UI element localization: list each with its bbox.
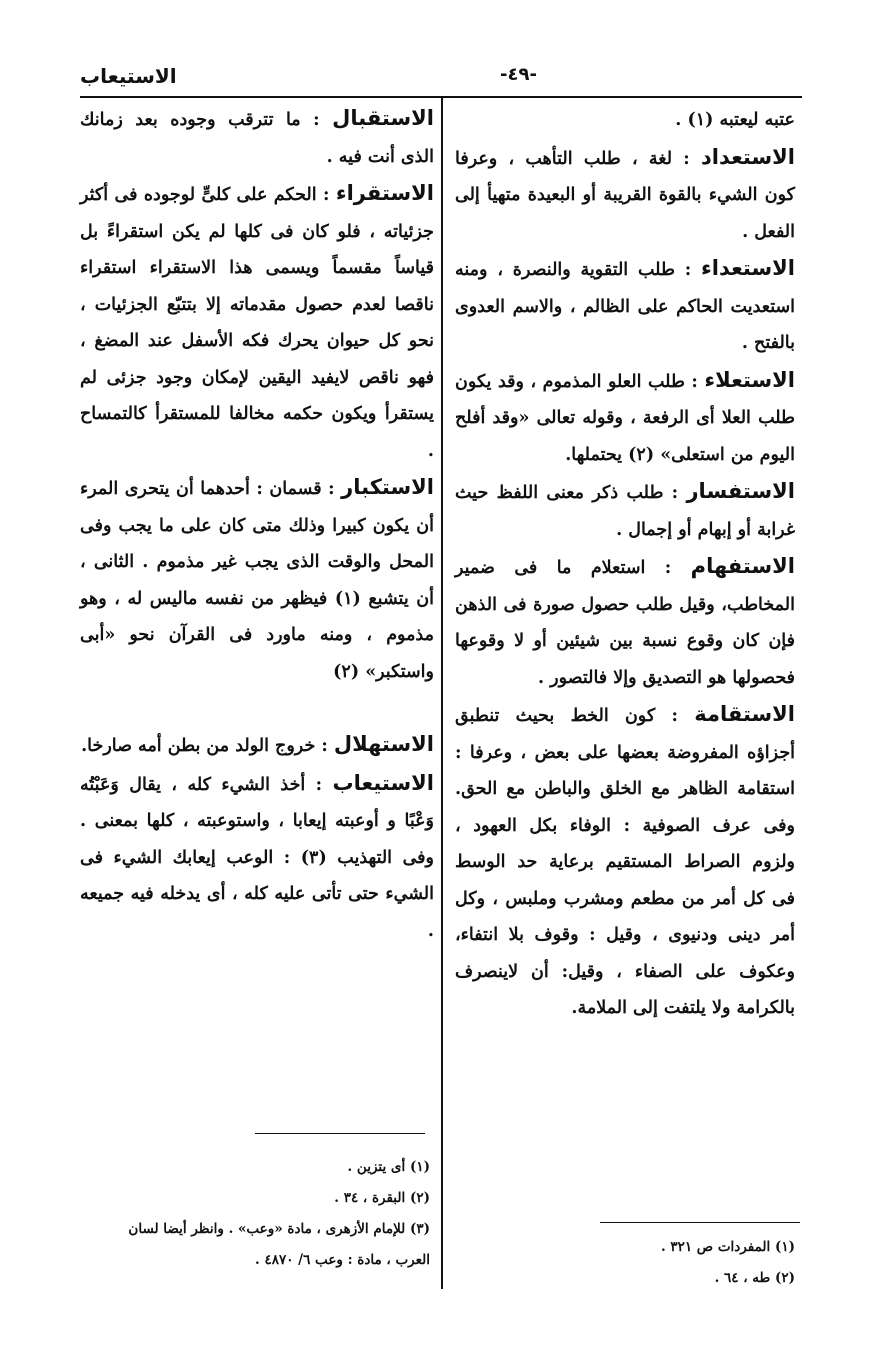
entry-text: : أخذ الشيء كله ، يقال وَعَبْتُه وَعْبًا و أوعبته إيعابا ، واستوعبته ، كلها بمعنى . وفى التهذيب (٣) : الوعب إيعابك الشيء فى الشيء حتى تأتى عليه كله ، أى يدخله فيه جميعه .: [80, 774, 434, 941]
footnote-rule-right: [600, 1222, 800, 1223]
entry-text: : الحكم على كلىٍّ لوجوده فى أكثر جزئياته ، فلو كان فى كلها لم يكن استقراءً بل قياساً مقسماً ويسمى هذا الاستقراء استقراء ناقصا لعدم حصول مقدماته إلا بتتبّع الجزئيات ، نحو كل حيوان يحرك فكه الأسفل عند المضغ ، فهو ناقص لايفيد اليقين لإمكان وجود جزئى لم يستقرأ ويكون حكمه مخالفا للمستقرأ كالتمساح .: [80, 185, 434, 461]
entry-text: : قسمان : أحدهما أن يتحرى المرء أن يكون كبيرا وذلك متى كان على ما يجب وفى المحل والوقت الذى يجب غير مذموم . الثانى ، أن يتشبع (١) فيظهر من نفسه ماليس له ، وهو مذموم ، ومنه ماورد فى القرآن نحو «أبى واستكبر» (٢): [80, 479, 434, 682]
entry-continuation: عتبه ليعتبه (١) .: [675, 110, 795, 130]
entry-istiqama: [455, 696, 795, 1027]
entry-term: الاستقراء: [335, 181, 434, 205]
column-divider: [441, 97, 443, 1289]
footnote: (٣) للإمام الأزهرى ، مادة «وعب» . وانظر أيضا لسان العرب ، مادة : وعب ٦/ ٤٨٧٠ .: [128, 1221, 430, 1268]
running-header: [80, 60, 800, 94]
entry-isti-la: [455, 362, 795, 474]
running-head-word: الاستيعاب: [80, 64, 177, 88]
entry-text: : لغة ، طلب التأهب ، وعرفا كون الشيء بالقوة القريبة أو البعيدة متهيأ إلى الفعل .: [455, 148, 795, 242]
entry-term: الاستعلاء: [704, 367, 795, 392]
entry-term: الاستعداء: [701, 256, 795, 280]
left-column: [80, 100, 434, 949]
entry-istifham: [455, 548, 795, 696]
entry-text: : خروج الولد من بطن أمه صارخا.: [81, 736, 334, 756]
entry-istihlal: [80, 726, 434, 765]
entry-text: : طلب التقوية والنصرة ، ومنه استعديت الحاكم على الظالم ، والاسم العدوى بالفتح .: [455, 260, 795, 353]
entry-text: : كون الخط بحيث تنطبق أجزاؤه المفروضة بعضها على بعض ، وعرفا : استقامة الظاهر مع الخلق والباطن مع الحق. وفى عرف الصوفية : الوفاء بكل العهود ، ولزوم الصراط المستقيم برعاية حد الوسط فى كل أمر من مطعم ومشرب وملبس ، وكل أمر دينى ودنيوى ، وقيل : وقوف بلا انتفاء، وعكوف على الصفاء ، وقيل: أن لاينصرف بالكرامة ولا يلتفت إلى الملامة.: [455, 706, 795, 1018]
entry-isti-dad: [455, 139, 795, 251]
page-number: -٤٩-: [500, 64, 537, 85]
entry-istiqra: [80, 175, 434, 469]
entry-text: : ما تترقب وجوده بعد زمانك الذى أنت فيه .: [80, 110, 434, 167]
entry-term: الاستفسار: [686, 479, 795, 503]
entry-istiqbal: [80, 100, 434, 175]
entry-istikbar: [80, 469, 434, 690]
footnote: (١) المفردات ص ٣٢١ .: [660, 1239, 795, 1255]
entry-term: الاستيعاب: [332, 770, 434, 795]
entry-text: : طلب العلو المذموم ، وقد يكون طلب العلا أى الرفعة ، وقوله تعالى «وقد أفلح اليوم من استعلى» (٢) يحتملها.: [455, 371, 795, 465]
entry-term: الاستقامة: [694, 702, 795, 726]
entry-isti-ab: [80, 765, 434, 950]
footnote-rule-left: [255, 1133, 425, 1134]
entry-term: الاستكبار: [341, 475, 434, 499]
entry-term: الاستعداد: [700, 144, 795, 169]
entry-istifsar: [455, 473, 795, 548]
entry-term: الاستفهام: [690, 554, 795, 578]
footnote: (٢) البقرة ، ٣٤ .: [334, 1190, 430, 1206]
entry-text: : طلب ذكر معنى اللفظ حيث غرابة أو إبهام أو إجمال .: [455, 483, 795, 540]
entry-text: : استعلام ما فى ضمير المخاطب، وقيل طلب حصول صورة فى الذهن فإن كان وقوع نسبة بين شيئين أو لا وقوعها فحصولها هو التصديق وإلا فالتصور .: [455, 558, 795, 688]
footnote: (٢) طه ، ٦٤ .: [714, 1270, 795, 1286]
entry-term: الاستهلال: [333, 732, 434, 756]
footnotes-left: [95, 1152, 430, 1276]
footnote: (١) أى يتزين .: [347, 1159, 430, 1175]
entry-term: الاستقبال: [332, 106, 434, 130]
right-column: [455, 100, 795, 1027]
entry-isti-da: [455, 250, 795, 362]
footnotes-right: [600, 1232, 795, 1294]
